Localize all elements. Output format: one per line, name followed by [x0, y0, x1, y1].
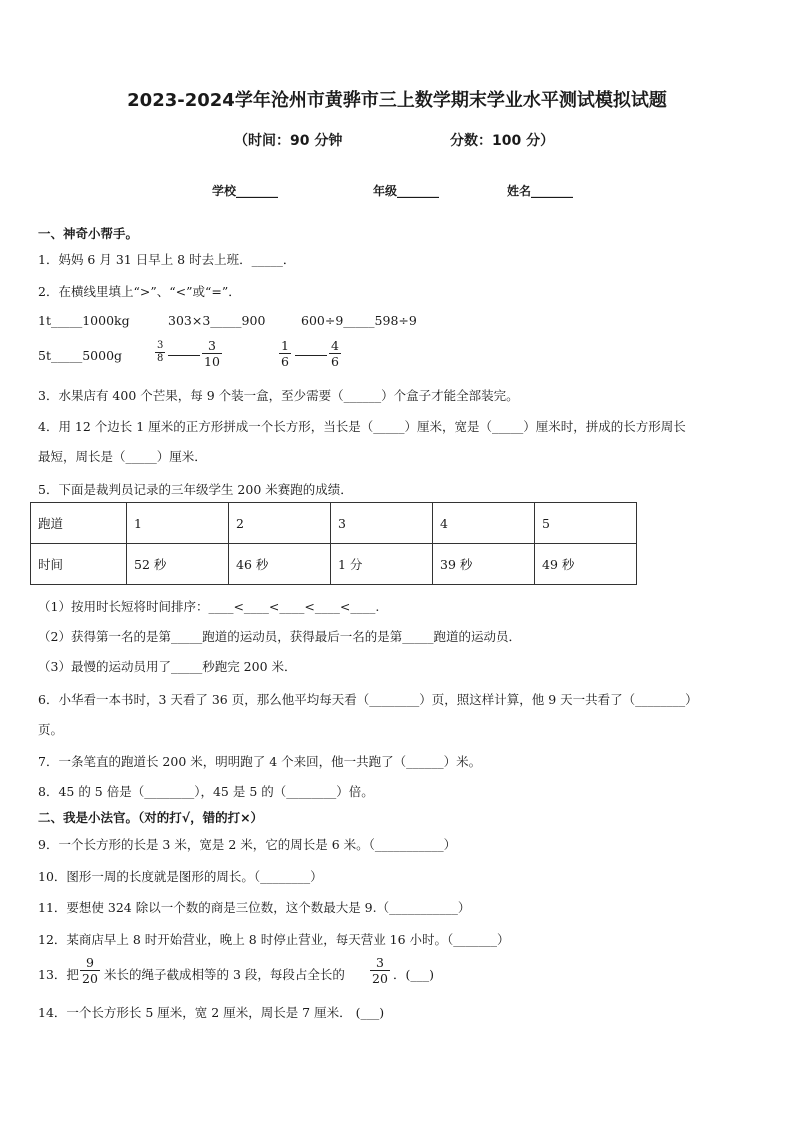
q2-compare-4: 5t_____5000g — [38, 348, 123, 363]
q2-fraction-1-6 — [279, 338, 291, 369]
fraction-denominator: 6 — [331, 354, 339, 369]
question-5-2: （2）获得第一名的是第_____跑道的运动员，获得最后一名的是第_____跑道的运动员． — [38, 629, 521, 644]
q2-blank — [168, 355, 200, 356]
table-cell: 2 — [229, 503, 331, 544]
question-2: 2．在横线里填上“>”、“<”或“=”． — [38, 284, 241, 299]
question-1: 1．妈妈 6 月 31 日早上 8 时去上班．_____． — [38, 252, 296, 267]
table-cell: 39 秒 — [433, 544, 535, 585]
table-cell: 跑道 — [31, 503, 127, 544]
exam-time: （时间：90 分钟 — [234, 133, 343, 149]
section-2-heading: 二、我是小法官。（对的打√，错的打×） — [38, 810, 264, 825]
question-5: 5．下面是裁判员记录的三年级学生 200 米赛跑的成绩． — [38, 482, 353, 497]
fraction-denominator: 20 — [372, 971, 388, 986]
fraction-numerator: 4 — [331, 338, 339, 353]
fraction-numerator: 3 — [375, 955, 384, 970]
name-field: 姓名_______ — [507, 184, 574, 198]
grade-field: 年级_______ — [373, 184, 440, 198]
question-6-line-2: 页。 — [38, 722, 64, 737]
exam-score: 分数：100 分） — [450, 133, 555, 149]
fraction-numerator: 9 — [85, 955, 94, 970]
question-6-line-1: 6．小华看一本书时，3 天看了 36 页，那么他平均每天看（________）页，照这样计算，他 9 天一共看了（________） — [38, 692, 698, 707]
question-5-3: （3）最慢的运动员用了_____秒跑完 200 米． — [38, 659, 297, 674]
table-cell: 1 — [127, 503, 229, 544]
fraction-denominator: 10 — [204, 354, 220, 369]
q2-fraction-3-10 — [202, 338, 222, 369]
q2-compare-1: 1t_____1000kg — [38, 313, 130, 328]
fraction-numerator: 3 — [157, 340, 164, 351]
table-cell: 52 秒 — [127, 544, 229, 585]
question-11: 11．要想使 324 除以一个数的商是三位数，这个数最大是 9.（___________） — [38, 900, 471, 915]
question-4-line-2: 最短，周长是（_____）厘米． — [38, 449, 207, 464]
section-1-heading: 一、神奇小帮手。 — [38, 226, 139, 241]
school-field: 学校_______ — [212, 184, 279, 198]
question-4-line-1: 4．用 12 个边长 1 厘米的正方形拼成一个长方形，当长是（_____）厘米，宽是（_____）厘米时，拼成的长方形周长 — [38, 419, 686, 434]
question-13-prefix: 13．把 — [38, 967, 79, 982]
fraction-denominator: 8 — [157, 353, 164, 364]
table-cell: 时间 — [31, 544, 127, 585]
q2-blank — [295, 355, 327, 356]
question-13-middle: 米长的绳子截成相等的 3 段，每段占全长的 — [104, 967, 345, 982]
q2-fraction-3-8 — [155, 340, 165, 365]
q2-compare-3: 600÷9_____598÷9 — [301, 313, 417, 328]
question-13-suffix: ．(___) — [393, 967, 435, 982]
fraction-denominator: 20 — [82, 971, 98, 986]
question-12: 12．某商店早上 8 时开始营业，晚上 8 时停止营业，每天营业 16 小时。（_______） — [38, 932, 510, 947]
question-8: 8．45 的 5 倍是（________），45 是 5 的（________）倍。 — [38, 784, 374, 799]
table-cell: 1 分 — [331, 544, 433, 585]
table-cell: 4 — [433, 503, 535, 544]
fraction-numerator: 3 — [207, 338, 216, 353]
question-7: 7．一条笔直的跑道长 200 米，明明跑了 4 个来回，他一共跑了（______）米。 — [38, 754, 482, 769]
table-header-row — [31, 503, 637, 544]
q2-fraction-4-6 — [329, 338, 341, 369]
question-14: 14．一个长方形长 5 厘米，宽 2 厘米，周长是 7 厘米． (___) — [38, 1005, 385, 1020]
exam-title: 2023-2024学年沧州市黄骅市三上数学期末学业水平测试模拟试题 — [127, 90, 667, 111]
question-3: 3．水果店有 400 个芒果，每 9 个装一盒，至少需要（______）个盒子才能全部装完。 — [38, 388, 519, 403]
table-cell: 49 秒 — [535, 544, 637, 585]
race-results-table — [30, 502, 637, 585]
question-9: 9．一个长方形的长是 3 米，宽是 2 米，它的周长是 6 米。（___________） — [38, 837, 457, 852]
table-cell: 46 秒 — [229, 544, 331, 585]
question-5-1: （1）按用时长短将时间排序：____<____<____<____<____. — [38, 599, 380, 614]
q2-compare-2: 303×3_____900 — [168, 313, 266, 328]
fraction-numerator: 1 — [281, 338, 289, 353]
q13-fraction-3-20 — [370, 955, 390, 986]
table-cell: 3 — [331, 503, 433, 544]
fraction-denominator: 6 — [281, 354, 289, 369]
question-10: 10．图形一周的长度就是图形的周长。（________） — [38, 869, 323, 884]
table-row — [31, 544, 637, 585]
table-cell: 5 — [535, 503, 637, 544]
q13-fraction-9-20 — [80, 955, 100, 986]
